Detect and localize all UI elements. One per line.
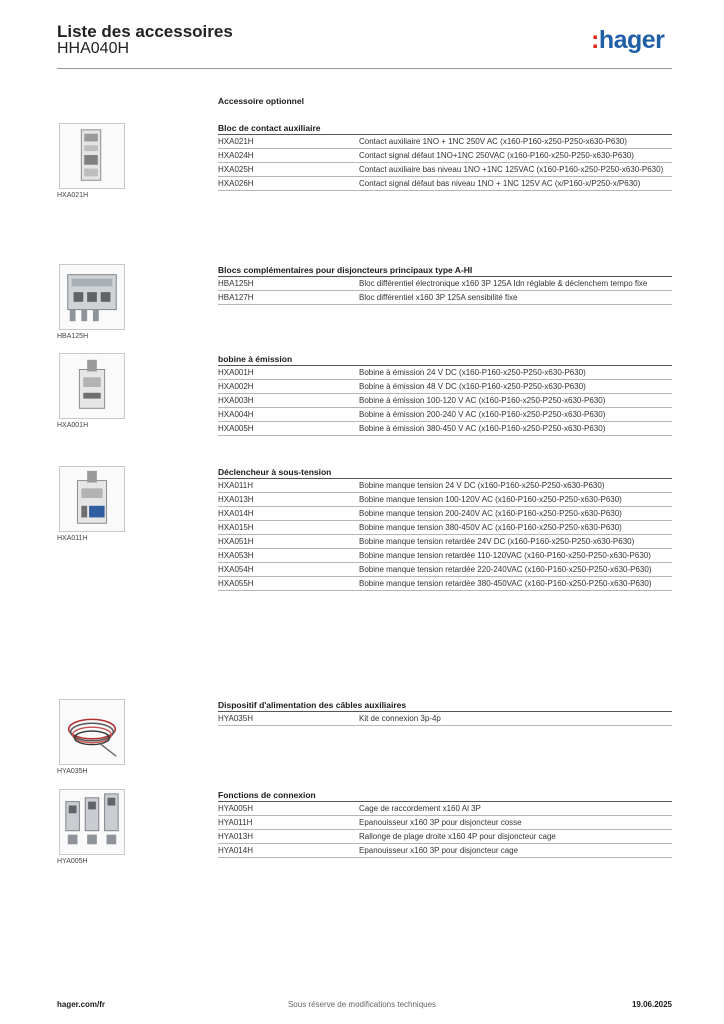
table-row [218, 291, 672, 305]
table-row [218, 535, 672, 549]
table-row [218, 394, 672, 408]
section-title: Dispositif d'alimentation des câbles auxiliaires [218, 699, 672, 712]
table-row [218, 844, 672, 858]
shunt-trip-coil-icon [59, 353, 125, 419]
product-ref: HXA003H [218, 396, 254, 405]
product-ref: HXA011H [218, 481, 253, 490]
product-ref: HBA125H [218, 279, 254, 288]
table-row [218, 802, 672, 816]
section-title: Blocs complémentaires pour disjoncteurs principaux type A-HI [218, 264, 672, 277]
product-description: Bloc différentiel électronique x160 3P 125A Idn réglable & déclenchem tempo fixe [359, 279, 648, 288]
product-description: Bobine à émission 380-450 V AC (x160-P160-x250-P250-x630-P630) [359, 424, 606, 433]
product-ref: HYA005H [218, 804, 253, 813]
table-row [218, 422, 672, 436]
product-ref: HXA015H [218, 523, 254, 532]
section-connection-functions [218, 789, 672, 858]
product-ref: HYA014H [218, 846, 253, 855]
product-description: Contact auxiliaire bas niveau 1NO +1NC 125VAC (x160-P160-x250-P250-x630-P630) [359, 165, 664, 174]
product-ref: HXA025H [218, 165, 254, 174]
product-description: Contact signal défaut 1NO+1NC 250VAC (x160-P160-x250-P250-x630-P630) [359, 151, 634, 160]
section-cable-supply [218, 699, 672, 726]
table-row [218, 830, 672, 844]
product-description: Bobine manque tension retardée 24V DC (x160-P160-x250-P250-x630-P630) [359, 537, 635, 546]
product-ref: HXA005H [218, 424, 254, 433]
product-description: Bobine manque tension 100-120V AC (x160-P160-x250-P250-x630-P630) [359, 495, 622, 504]
main-heading: Accessoire optionnel [218, 96, 304, 106]
product-description: Rallonge de plage droite x160 4P pour disjoncteur cage [359, 832, 556, 841]
product-description: Bobine à émission 48 V DC (x160-P160-x250-P250-x630-P630) [359, 382, 586, 391]
section-title: bobine à émission [218, 353, 672, 366]
product-description: Contact auxiliaire 1NO + 1NC 250V AC (x160-P160-x250-P250-x630-P630) [359, 137, 627, 146]
product-reference: HHA040H [57, 40, 130, 57]
section-shunt-trip [218, 353, 672, 436]
table-row [218, 479, 672, 493]
product-description: Bobine manque tension retardée 220-240VAC (x160-P160-x250-P250-x630-P630) [359, 565, 652, 574]
product-description: Bobine manque tension retardée 110-120VAC (x160-P160-x250-P250-x630-P630) [359, 551, 651, 560]
product-ref: HXA054H [218, 565, 254, 574]
product-description: Cage de raccordement x160 Al 3P [359, 804, 481, 813]
image-caption: HXA011H [57, 535, 88, 542]
product-description: Bloc différentiel x160 3P 125A sensibilité fixe [359, 293, 518, 302]
section-auxiliary-contacts [218, 122, 672, 191]
section-undervoltage-release [218, 466, 672, 591]
product-ref: HXA021H [218, 137, 254, 146]
image-caption: HXA001H [57, 422, 89, 429]
table-row [218, 507, 672, 521]
table-row [218, 135, 672, 149]
auxiliary-contact-icon [59, 123, 125, 189]
image-caption: HXA021H [57, 192, 89, 199]
product-description: Kit de connexion 3p-4p [359, 714, 441, 723]
table-row [218, 277, 672, 291]
product-ref: HYA035H [218, 714, 253, 723]
logo-text: hager [598, 26, 665, 54]
product-ref: HXA024H [218, 151, 254, 160]
table-row [218, 816, 672, 830]
footer-date: 19.06.2025 [631, 1000, 672, 1009]
product-description: Bobine à émission 200-240 V AC (x160-P160-x250-P250-x630-P630) [359, 410, 606, 419]
table-row [218, 149, 672, 163]
section-title: Fonctions de connexion [218, 789, 672, 802]
product-ref: HXA013H [218, 495, 254, 504]
table-row [218, 549, 672, 563]
table-row [218, 177, 672, 191]
table-row [218, 366, 672, 380]
table-row [218, 493, 672, 507]
table-row [218, 163, 672, 177]
product-ref: HBA127H [218, 293, 254, 302]
footer-notice: Sous réserve de modifications techniques [287, 1000, 437, 1009]
footer-website-link[interactable]: hager.com/fr [57, 1000, 106, 1009]
image-caption: HBA125H [57, 333, 89, 340]
header-divider [57, 68, 672, 69]
product-description: Epanouisseur x160 3P pour disjoncteur cage [359, 846, 519, 855]
section-title: Bloc de contact auxiliaire [218, 122, 672, 135]
product-ref: HXA026H [218, 179, 254, 188]
product-ref: HXA051H [218, 537, 254, 546]
product-description: Contact signal défaut bas niveau 1NO + 1NC 125V AC (x/P160-x/P250-x/P630) [359, 179, 641, 188]
document-title: Liste des accessoires [57, 22, 233, 41]
product-ref: HXA014H [218, 509, 254, 518]
product-ref: HXA053H [218, 551, 254, 560]
product-ref: HYA011H [218, 818, 253, 827]
table-row [218, 712, 672, 726]
undervoltage-release-icon [59, 466, 125, 532]
product-description: Bobine manque tension 380-450V AC (x160-P160-x250-P250-x630-P630) [359, 523, 622, 532]
product-description: Bobine manque tension 24 V DC (x160-P160-x250-P250-x630-P630) [359, 481, 605, 490]
table-row [218, 521, 672, 535]
product-description: Bobine manque tension 200-240V AC (x160-P160-x250-P250-x630-P630) [359, 509, 622, 518]
table-row [218, 408, 672, 422]
table-row [218, 380, 672, 394]
section-complementary-blocks [218, 264, 672, 305]
image-caption: HYA005H [57, 858, 88, 865]
product-ref: HXA002H [218, 382, 254, 391]
table-row [218, 563, 672, 577]
product-ref: HYA013H [218, 832, 253, 841]
image-caption: HYA035H [57, 768, 88, 775]
auxiliary-cable-icon [59, 699, 125, 765]
product-description: Bobine à émission 100-120 V AC (x160-P160-x250-P250-x630-P630) [359, 396, 606, 405]
product-ref: HXA004H [218, 410, 254, 419]
section-title: Déclencheur à sous-tension [218, 466, 672, 479]
product-description: Bobine manque tension retardée 380-450VAC (x160-P160-x250-P250-x630-P630) [359, 579, 652, 588]
table-row [218, 577, 672, 591]
connection-terminal-icon [59, 789, 125, 855]
logo-mark: : [591, 26, 599, 54]
product-ref: HXA001H [218, 368, 254, 377]
differential-block-icon [59, 264, 125, 330]
hager-logo [591, 26, 664, 55]
product-ref: HXA055H [218, 579, 254, 588]
product-description: Epanouisseur x160 3P pour disjoncteur cosse [359, 818, 522, 827]
product-description: Bobine à émission 24 V DC (x160-P160-x250-P250-x630-P630) [359, 368, 586, 377]
